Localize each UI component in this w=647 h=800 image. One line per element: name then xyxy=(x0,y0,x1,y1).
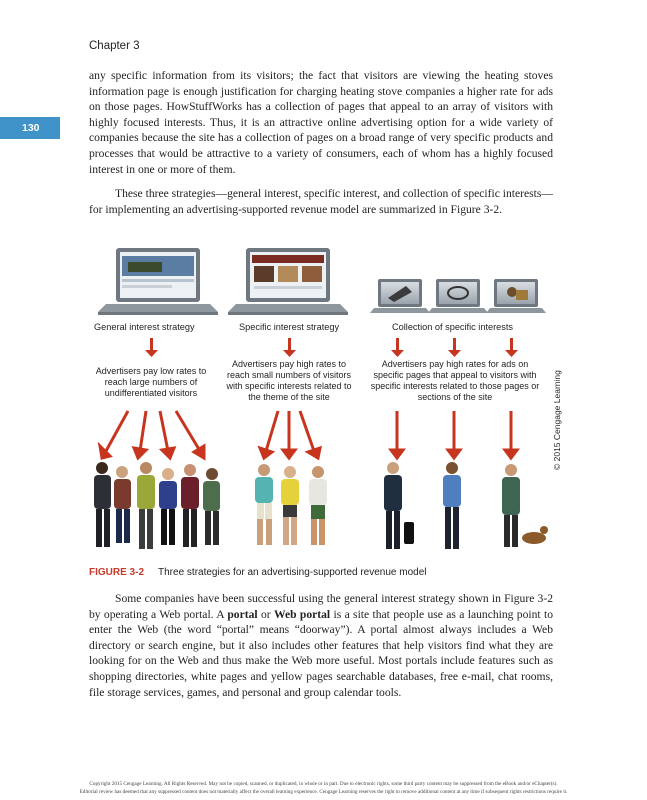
term-web-portal: Web portal xyxy=(273,607,331,621)
paragraph-2-text: These three strategies—general interest, specific interest, and collection of specific interests—for implementing an advertising-supported revenue model are summarized in Figure 3-2. xyxy=(89,187,553,216)
people-specific xyxy=(255,464,327,545)
figure-illustration xyxy=(88,246,558,564)
desc-collection-interests: Advertisers pay high rates for ads on specific pages that appeal to visitors with specific interests related to those pages or sections of the site xyxy=(370,359,540,402)
people-crowd xyxy=(94,462,220,549)
paragraph-3 xyxy=(89,591,553,700)
paragraph-1-text: any specific information from its visitors; the fact that visitors are viewing the heating stoves information page is enough justification for charging heating stove companies a higher rate for ads on those pages. HowStuffWorks has a collection of pages that appeal to an array of visitors with highly focused interests. Thus, it is an attractive online advertising option for a wide variety of companies because the site has a collection of pages on a broad range of very specific products and processes that would be attractive to a variety of consumers, each of whom has a highly focused interest in one or more of them. xyxy=(89,69,553,176)
paragraph-3-or: or xyxy=(257,607,274,621)
figure-3-2 xyxy=(88,246,558,564)
laptop-specific-icon xyxy=(228,248,348,315)
paragraph-1 xyxy=(89,68,553,177)
down-arrows-top xyxy=(145,338,518,357)
footer-line-2: Editorial review has deemed that any suppressed content does not materially affect the overall learning experience. Cengage Learning reserves the right to remove additional content at any time if subsequent rights restrictions require it. xyxy=(79,789,568,795)
paragraph-3-text xyxy=(89,591,553,700)
footer-line-1: Copyright 2015 Cengage Learning. All Rights Reserved. May not be copied, scanned, or duplicated, in whole or in part. Due to electronic rights, some third party content may be suppressed from the eBook and/or eChapter(s). xyxy=(89,781,558,787)
label-collection-interests: Collection of specific interests xyxy=(392,322,514,332)
laptop-collection-icons xyxy=(370,279,546,313)
paragraph-3-part-b: is a site that people use as a launching point to enter the Web (the word “portal” means “doorway”). A portal almost always includes a Web directory or search engine, but it also includes other features that help visitors find what they are looking for on the Web and thus make the Web more useful. Most portals include features such as shopping directories, white pages and yellow pages searchable databases, free e-mail, chat rooms, file storage services, games, and personal and group calendar tools. xyxy=(89,607,553,699)
paragraph-3-part-a: Some companies have been successful using the general interest strategy shown in Figure 3-2 by operating a Web portal. A xyxy=(89,592,553,621)
term-portal: portal xyxy=(227,607,258,621)
figure-credit: © 2015 Cengage Learning xyxy=(552,370,562,470)
desc-general-interest: Advertisers pay low rates to reach large numbers of undifferentiated visitors xyxy=(95,366,207,398)
people-collection xyxy=(384,462,548,549)
desc-specific-interest: Advertisers pay high rates to reach small numbers of visitors with specific interests related to the theme of the site xyxy=(226,359,352,402)
fan-arrows xyxy=(100,411,517,458)
laptop-general-icon xyxy=(98,248,218,315)
paragraph-2 xyxy=(89,186,553,217)
figure-caption xyxy=(89,567,427,578)
label-general-interest: General interest strategy xyxy=(94,322,195,332)
label-specific-interest: Specific interest strategy xyxy=(239,322,340,332)
chapter-header: Chapter 3 xyxy=(89,40,140,52)
caption-text: Three strategies for an advertising-supported revenue model xyxy=(158,567,427,578)
page-number-tab: 130 xyxy=(0,117,60,139)
caption-number: FIGURE 3-2 xyxy=(89,567,145,578)
